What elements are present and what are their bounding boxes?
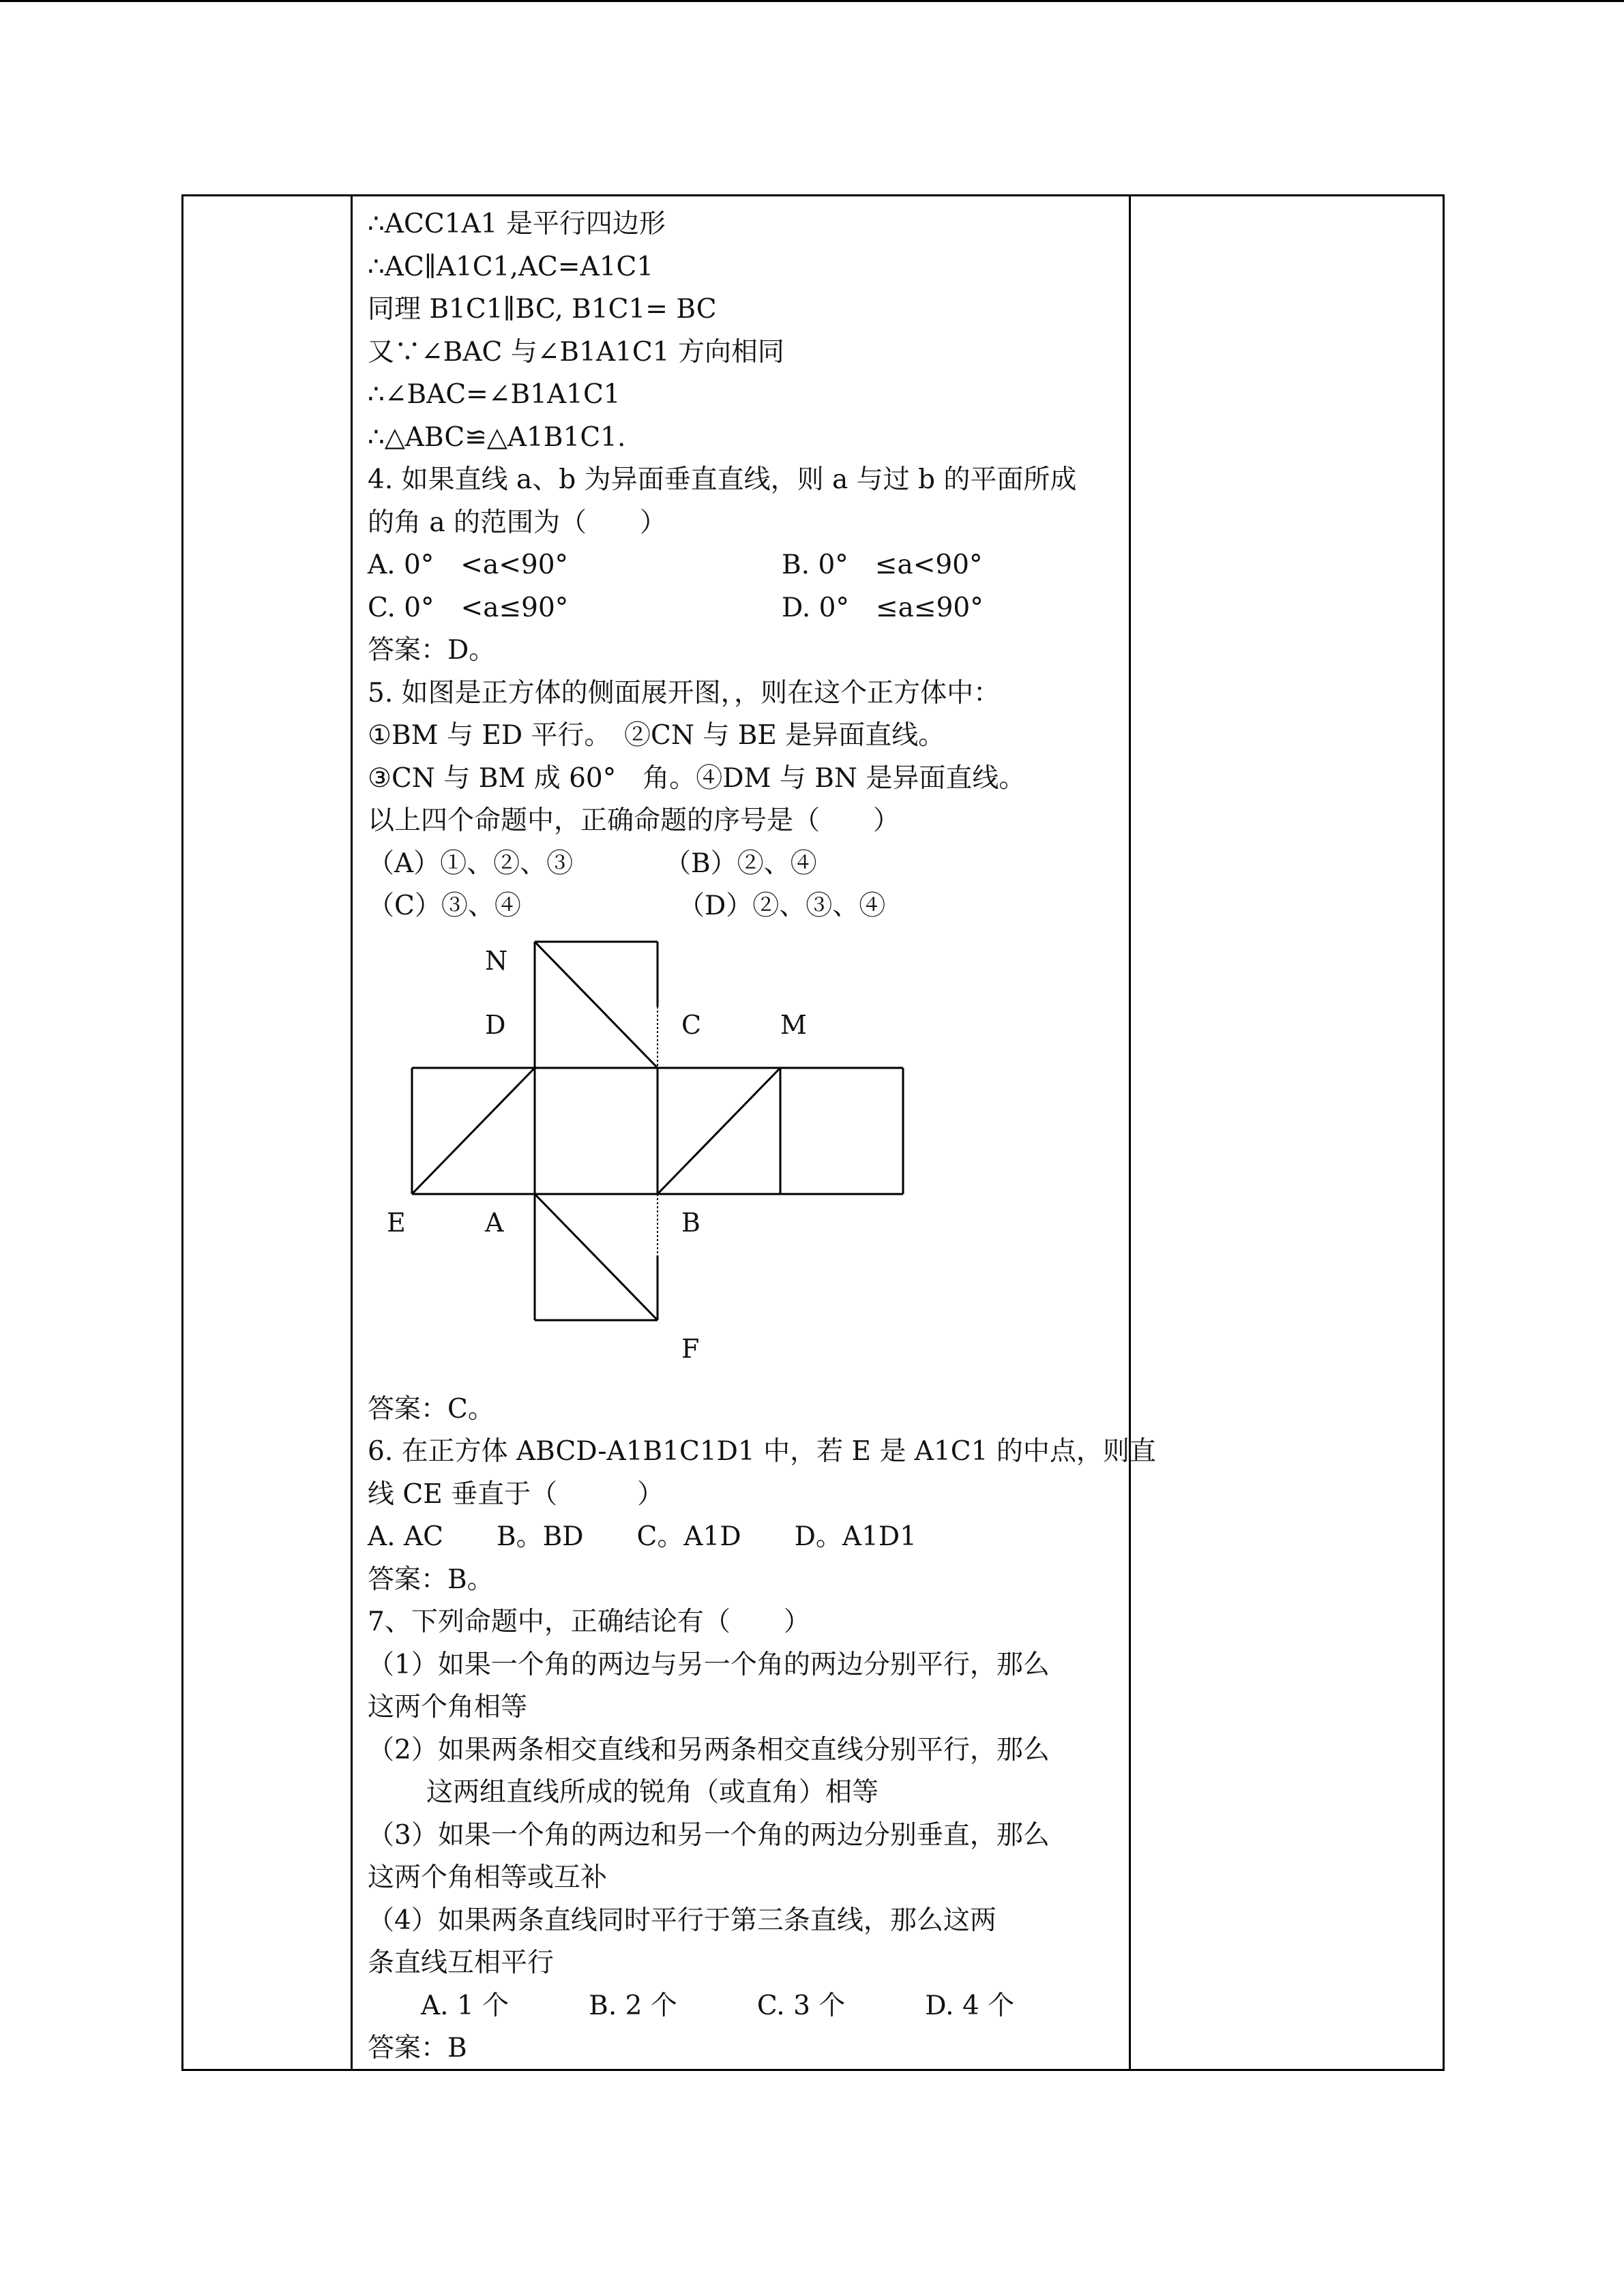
q4-option-a: A. 0° <a<90° <box>368 550 569 580</box>
q7-answer: 答案：B <box>368 2033 467 2063</box>
proof-line: ∴△ABC≌△A1B1C1. <box>368 421 626 453</box>
q7-item-2-cont: 这两组直线所成的锐角（或直角）相等 <box>426 1777 879 1808</box>
cube-net-diagram <box>368 928 981 1388</box>
q5-option-b: （B）②、④ <box>664 848 817 879</box>
q6-answer: 答案：B。 <box>368 1564 494 1595</box>
vertex-label-d: D <box>485 1009 506 1040</box>
q7-item-4: （4）如果两条直线同时平行于第三条直线，那么这两 <box>368 1905 996 1936</box>
q4-stem-cont: 的角 a 的范围为（ ） <box>368 507 667 538</box>
q5-statement-1-2: ①BM 与 ED 平行。 ②CN 与 BE 是异面直线。 <box>368 720 945 751</box>
vertex-label-f: F <box>681 1333 700 1364</box>
vertex-label-c: C <box>681 1009 702 1040</box>
q4-answer: 答案：D。 <box>368 635 496 666</box>
q7-options: A. 1 个 B. 2 个 C. 3 个 D. 4 个 <box>368 1990 1015 2021</box>
q7-item-2: （2）如果两条相交直线和另两条相交直线分别平行，那么 <box>368 1734 1050 1765</box>
q7-stem: 7、下列命题中，正确结论有（ ） <box>368 1607 810 1637</box>
q4-stem: 4. 如果直线 a、b 为异面垂直直线，则 a 与过 b 的平面所成 <box>368 464 1077 495</box>
q5-question: 以上四个命题中，正确命题的序号是（ ） <box>368 805 900 836</box>
q4-options-row-1 <box>368 544 1132 587</box>
q5-option-d: （D）②、③、④ <box>678 891 886 921</box>
net-diagonal <box>535 1194 658 1320</box>
proof-line: ∴∠BAC=∠B1A1C1 <box>368 379 621 410</box>
q7-item-3-cont: 这两个角相等或互补 <box>368 1862 608 1893</box>
q4-options-row-2 <box>368 587 1132 630</box>
vertex-label-e: E <box>387 1207 406 1238</box>
page-top-border <box>0 0 1624 2</box>
net-diagonal <box>658 1068 780 1194</box>
q4-option-d: D. 0° ≤a≤90° <box>782 592 984 623</box>
net-diagonal <box>412 1068 535 1194</box>
lesson-table <box>181 194 1445 2071</box>
vertex-label-n: N <box>485 945 508 976</box>
q4-option-b: B. 0° ≤a<90° <box>782 550 983 580</box>
q5-option-a: （A）①、②、③ <box>368 848 574 879</box>
net-diagonal <box>535 942 658 1068</box>
vertex-label-m: M <box>780 1009 807 1040</box>
q5-options-row-1 <box>368 843 1132 886</box>
q6-options: A. AC B。BD C。A1D D。A1D1 <box>368 1521 917 1552</box>
q5-options-row-2 <box>368 885 1132 928</box>
q7-item-4-cont: 条直线互相平行 <box>368 1948 555 1978</box>
vertex-label-b: B <box>681 1207 700 1238</box>
q6-stem-cont: 线 CE 垂直于（ ） <box>368 1478 664 1510</box>
proof-line: ∴ACC1A1 是平行四边形 <box>368 209 666 239</box>
vertex-label-a: A <box>485 1207 504 1238</box>
q7-item-3: （3）如果一个角的两边和另一个角的两边分别垂直，那么 <box>368 1819 1050 1851</box>
q7-item-1: （1）如果一个角的两边与另一个角的两边分别平行，那么 <box>368 1649 1050 1680</box>
q5-option-c: （C）③、④ <box>368 891 521 921</box>
q7-item-1-cont: 这两个角相等 <box>368 1692 528 1723</box>
q5-answer: 答案：C。 <box>368 1393 494 1425</box>
q5-stem: 5. 如图是正方体的侧面展开图，，则在这个正方体中： <box>368 677 1001 709</box>
q5-statement-3-4: ③CN 与 BM 成 60° 角。④DM 与 BN 是异面直线。 <box>368 762 1026 794</box>
content-cell <box>368 203 1156 2070</box>
proof-line: ∴AC∥A1C1,AC=A1C1 <box>368 251 654 282</box>
q6-stem: 6. 在正方体 ABCD-A1B1C1D1 中，若 E 是 A1C1 的中点，则直 <box>368 1436 1156 1467</box>
proof-line: 又∵∠BAC 与∠B1A1C1 方向相同 <box>368 336 784 368</box>
cube-net-figure <box>368 928 1132 1388</box>
proof-line: 同理 B1C1∥BC, B1C1= BC <box>368 294 717 325</box>
q4-option-c: C. 0° <a≤90° <box>368 592 569 623</box>
column-divider-left <box>351 196 353 2069</box>
